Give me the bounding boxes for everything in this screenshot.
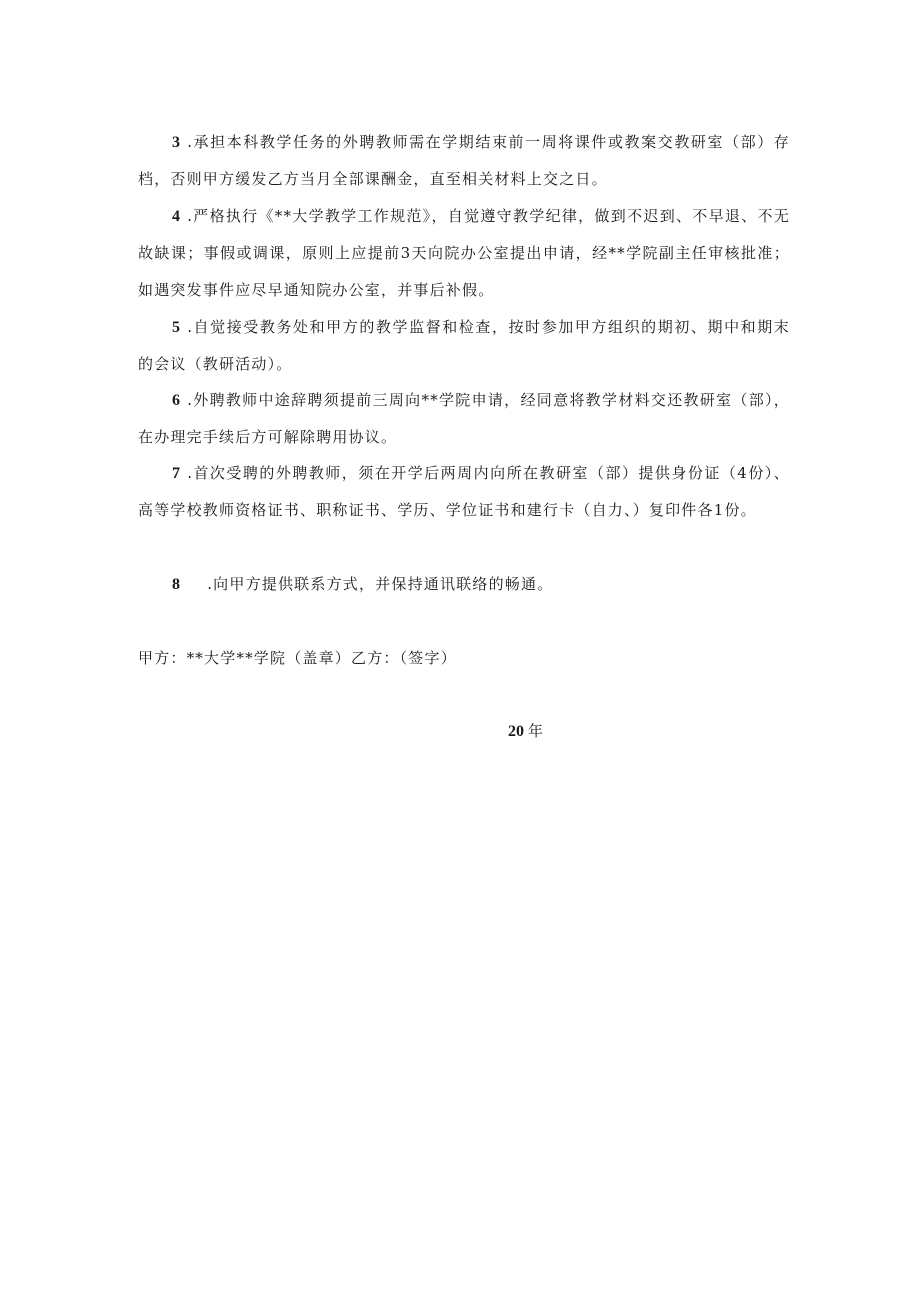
clause-7	[138, 455, 790, 529]
clause-number: 6	[172, 392, 182, 409]
clause-number: 3	[172, 134, 182, 151]
date-unit: 年	[528, 722, 544, 740]
clause-number: 4	[172, 208, 182, 225]
clause-text: .向甲方提供联系方式，并保持通讯联络的畅通。	[207, 575, 554, 593]
signature-line: 甲方：**大学**学院（盖章）乙方：（签字）	[138, 649, 457, 667]
clause-3	[138, 124, 790, 198]
clause-text: .首次受聘的外聘教师，须在开学后两周内向所在教研室（部）提供身份证（4份）、高等学校教师资格证书、职称证书、学历、学位证书和建行卡（自力、）复印件各1份。	[138, 464, 790, 519]
date-year: 20	[508, 723, 524, 740]
clause-6	[138, 382, 790, 456]
signing-date	[508, 713, 543, 750]
clause-text: .外聘教师中途辞聘须提前三周向**学院申请，经同意将教学材料交还教研室（部），在办理完手续后方可解除聘用协议。	[138, 391, 790, 446]
clause-5	[138, 309, 790, 383]
clause-number: 8	[172, 576, 182, 593]
clause-text: .自觉接受教务处和甲方的教学监督和检查，按时参加甲方组织的期初、期中和期末的会议（教研活动）。	[138, 318, 790, 373]
clause-number: 7	[172, 465, 182, 482]
clause-number: 5	[172, 319, 182, 336]
clause-4	[138, 198, 790, 309]
clause-text: .严格执行《**大学教学工作规范》，自觉遵守教学纪律，做到不迟到、不早退、不无故缺课；事假或调课，原则上应提前3天向院办公室提出申请，经**学院副主任审核批准；如遇突发事件应尽早通知院办公室，并事后补假。	[138, 207, 790, 299]
clause-text: .承担本科教学任务的外聘教师需在学期结束前一周将课件或教案交教研室（部）存档，否则甲方缓发乙方当月全部课酬金，直至相关材料上交之日。	[138, 133, 790, 188]
clause-8	[138, 566, 790, 603]
